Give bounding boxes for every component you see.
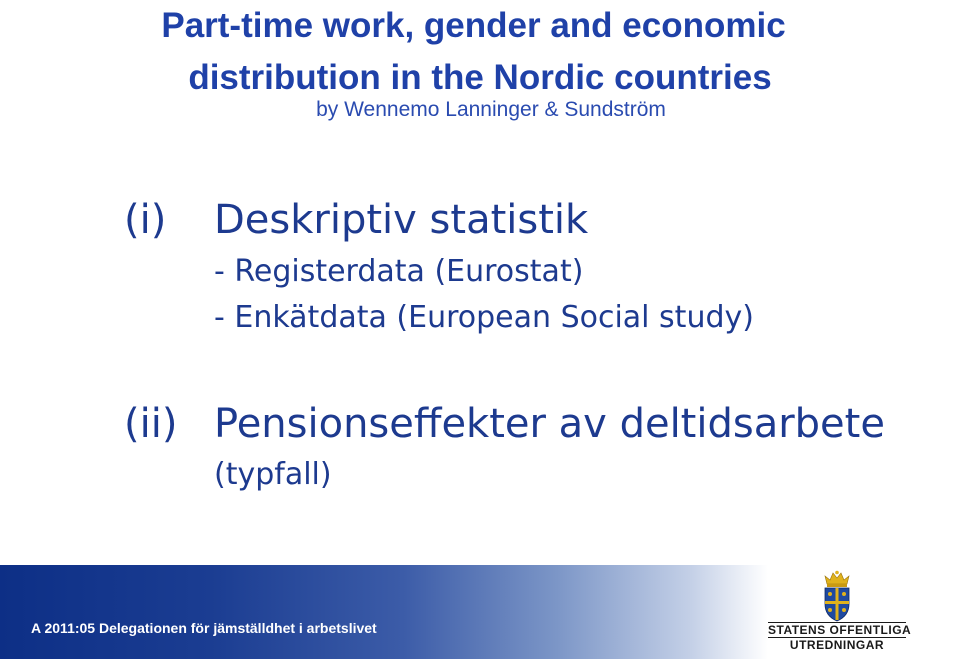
logo-text-line-1: STATENS OFFENTLIGA (768, 623, 912, 637)
item-1-heading: Deskriptiv statistik (214, 197, 589, 243)
sou-logo (768, 570, 912, 656)
slide-title (0, 0, 960, 104)
footer-text: A 2011:05 Delegationen för jämställdhet i arbetslivet (31, 620, 377, 636)
byline: by Wennemo Lanninger & Sundström (316, 98, 666, 121)
item-1-subline-1: - Registerdata (Eurostat) (214, 254, 584, 289)
title-line-2: distribution in the Nordic countries (188, 58, 772, 97)
item-1-subline-2: - Enkätdata (European Social study) (214, 300, 754, 335)
item-2-marker: (ii) (124, 401, 178, 447)
item-2-subline-1: (typfall) (214, 457, 332, 492)
footer-bar (0, 565, 960, 659)
title-line-1: Part-time work, gender and economic (161, 6, 786, 45)
crown-shield-icon (819, 570, 855, 622)
logo-text-line-2: UTREDNINGAR (789, 638, 885, 652)
item-1-marker: (i) (124, 197, 167, 243)
item-2-heading: Pensionseffekter av deltidsarbete (214, 401, 885, 447)
